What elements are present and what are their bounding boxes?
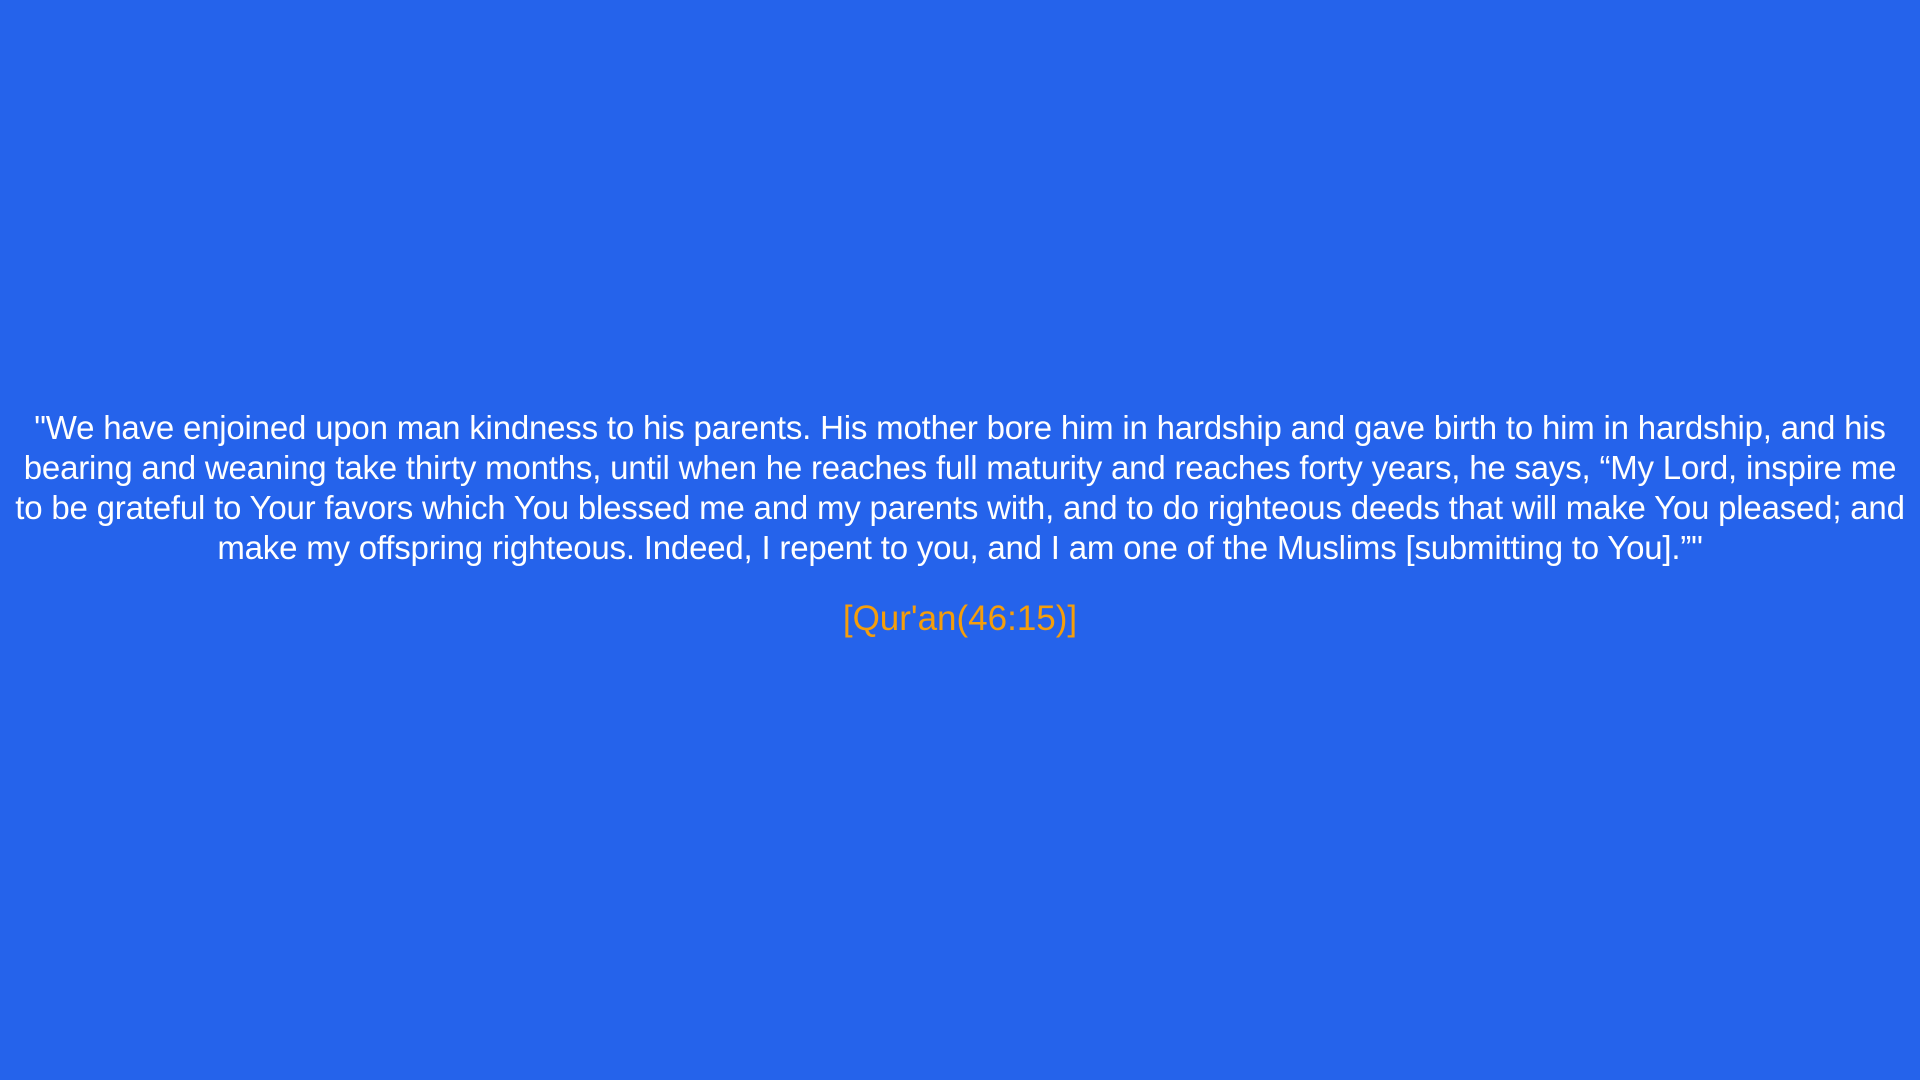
quote-text: "We have enjoined upon man kindness to his parents. His mother bore him in hardship and gave birth to him in hardship, and his bearing and weaning take thirty months, until when he reaches full maturity and reaches forty years, he says, “My Lord, inspire me to be grateful to Your favors which You blessed me and my parents with, and to do righteous deeds that will make You pleased; and make my offspring righteous. Indeed, I repent to you, and I am one of the Muslims [submitting to You].”" [15,409,1905,566]
quote-block [0,408,1920,640]
quote-source: [Qur'an(46:15)] [842,599,1078,638]
